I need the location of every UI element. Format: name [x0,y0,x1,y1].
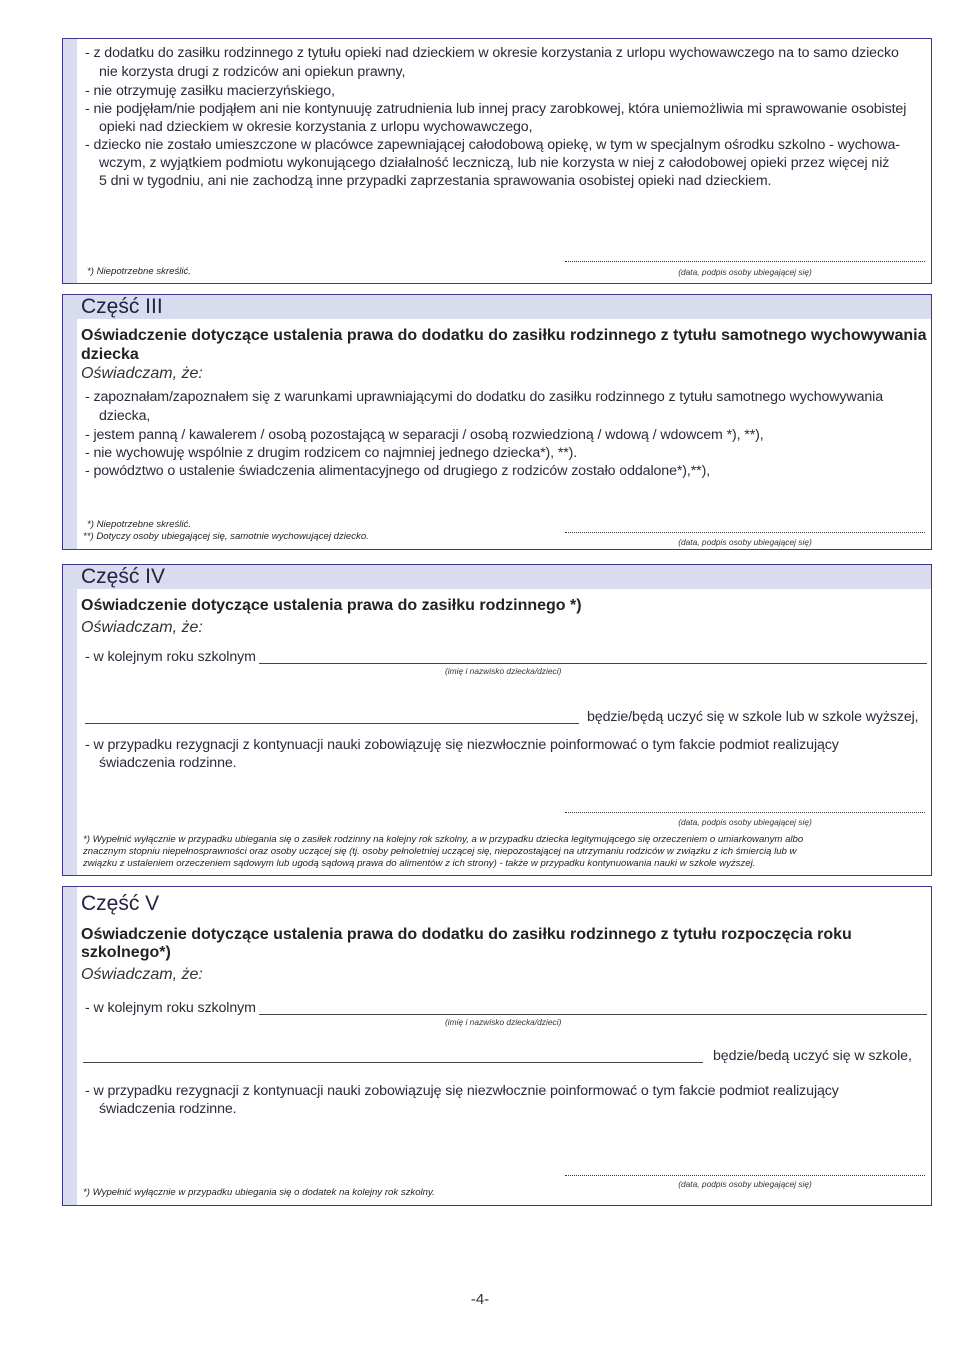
section-heading: dziecka [81,346,139,363]
statement-line: - nie otrzymuję zasiłku macierzyńskiego, [85,83,335,99]
statement-line: - w przypadku rezygnacji z kontynuacji nauki zobowiązuję się niezwłocznie poinformować o tym fakcie podmiot realizujący [85,1083,839,1099]
footnote: **) Dotyczy osoby ubiegającej się, samotnie wychowującej dziecko. [83,531,369,542]
section-title: Część V [81,892,160,915]
statement-line: - w przypadku rezygnacji z kontynuacji nauki zobowiązuję się niezwłocznie poinformować o tym fakcie podmiot realizujący [85,737,839,753]
footnote: związku z ustaleniem orzeczeniem sądowym lub ugodą sądową prawa do alimentów z ich strony) - także w przypadku kontynuowania nauki w szkole wyższej. [83,858,756,869]
part4-content [81,565,927,875]
part2-section [62,38,932,284]
part5-section [62,886,932,1206]
child-name-caption: (imię i nazwisko dziecka/dzieci) [445,666,562,676]
statement-line: świadczenia rodzinne. [99,755,237,771]
statement-line: świadczenia rodzinne. [99,1101,237,1117]
statement-line: - zapoznałam/zapoznałem się z warunkami uprawniającymi do dodatku do zasiłku rodzinnego z tytułu samotnego wychowywania [85,389,883,405]
signature-line[interactable] [565,1175,925,1176]
signature-line[interactable] [565,532,925,533]
statement-line: - dziecko nie zostało umieszczone w placówce zapewniającej całodobową opiekę, w tym w specjalnym ośrodku szkolno - wychowa- [85,137,900,153]
footnote: *) Niepotrzebne skreślić. [87,519,191,530]
child-name-field[interactable] [259,1014,927,1015]
signature-caption: (data, podpis osoby ubiegającej się) [678,537,812,547]
section-title: Część III [63,295,931,319]
declare-text: Oświadczam, że: [81,966,203,983]
part2-content [81,39,927,283]
statement-line: - nie wychowuję wspólnie z drugim rodzicem co najmniej jednego dziecka*), **). [85,445,578,461]
part3-section [62,294,932,550]
section-strip [63,565,77,875]
signature-line[interactable] [565,812,925,813]
statement-line: dziecka, [99,408,151,424]
footnote: *) Wypełnić wyłącznie w przypadku ubiegania się o dodatek na kolejny rok szkolny. [83,1187,435,1198]
signature-caption: (data, podpis osoby ubiegającej się) [678,1179,812,1189]
will-learn-text: będzie/będą uczyć się w szkole lub w szkole wyższej, [587,709,919,725]
signature-line[interactable] [565,261,925,262]
statement-line: 5 dni w tygodniu, ani nie zachodzą inne przypadki zaprzestania sprawowania osobistej opieki nad dzieckiem. [99,173,772,189]
page-number: -4- [470,1291,490,1308]
part5-content [81,887,927,1205]
part4-section [62,564,932,876]
school-year-label: - w kolejnym roku szkolnym [85,1000,256,1016]
section-heading: Oświadczenie dotyczące ustalenia prawa do dodatku do zasiłku rodzinnego z tytułu rozpoczęcia roku [81,926,852,943]
signature-caption: (data, podpis osoby ubiegającej się) [678,817,812,827]
child-name-field[interactable] [259,663,927,664]
section-strip [63,39,77,283]
statement-line: - powództwo o ustalenie świadczenia alimentacyjnego od drugiego z rodziców zostało oddalone*),**), [85,463,711,479]
statement-line: nie korzysta drugi z rodziców ani opiekun prawny, [99,64,406,80]
will-learn-text: będzie/bedą uczyć się w szkole, [713,1048,912,1064]
statement-line: - z dodatku do zasiłku rodzinnego z tytułu opieki nad dzieckiem w okresie korzystania z urlopu wychowawczego na to samo dziecko [85,45,899,61]
section-strip [63,295,77,549]
child-name-field-2[interactable] [83,1062,703,1063]
statement-line: opieki nad dzieckiem w okresie korzystania z urlopu wychowawczego, [99,119,533,135]
footnote: *) Niepotrzebne skreślić. [87,266,191,277]
footnote: *) Wypełnić wyłącznie w przypadku ubiegania się o zasiłek rodzinny na kolejny rok szkolny, a w przypadku dziecka legitymującego się orzeczeniem o umiarkowanym albo [83,834,804,845]
footnote: znacznym stopniu niepełnosprawności oraz osoby uczącej się (tj. osoby pełnoletniej uczącej się, niepozostającej na utrzymaniu rodziców w związku z ich śmiercią lub w [83,846,797,857]
declare-text: Oświadczam, że: [81,619,203,636]
child-name-field-2[interactable] [85,723,579,724]
statement-line: - jestem panną / kawalerem / osobą pozostającą w separacji / osobą rozwiedzioną / wdową / wdowcem *), **), [85,427,764,443]
signature-caption: (data, podpis osoby ubiegającej się) [678,267,812,277]
statement-line: - nie podjęłam/nie podjąłem ani nie kontynuuję zatrudnienia lub innej pracy zarobkowej, która uniemożliwia mi sprawowanie osobistej [85,101,907,117]
school-year-label: - w kolejnym roku szkolnym [85,649,256,665]
declare-text: Oświadczam, że: [81,365,203,382]
section-heading: Oświadczenie dotyczące ustalenia prawa do dodatku do zasiłku rodzinnego z tytułu samotnego wychowywania [81,327,927,344]
section-strip [63,887,77,1205]
section-heading: szkolnego*) [81,944,171,961]
statement-line: wczym, z wyjątkiem podmiotu wykonującego działalność leczniczą, lub nie korzysta w niej z całodobowej opieki przez więcej niż [99,155,890,171]
part3-content [81,295,927,549]
section-heading: Oświadczenie dotyczące ustalenia prawa do zasiłku rodzinnego *) [81,597,582,614]
section-title: Część IV [63,565,931,589]
child-name-caption: (imię i nazwisko dziecka/dzieci) [445,1017,562,1027]
